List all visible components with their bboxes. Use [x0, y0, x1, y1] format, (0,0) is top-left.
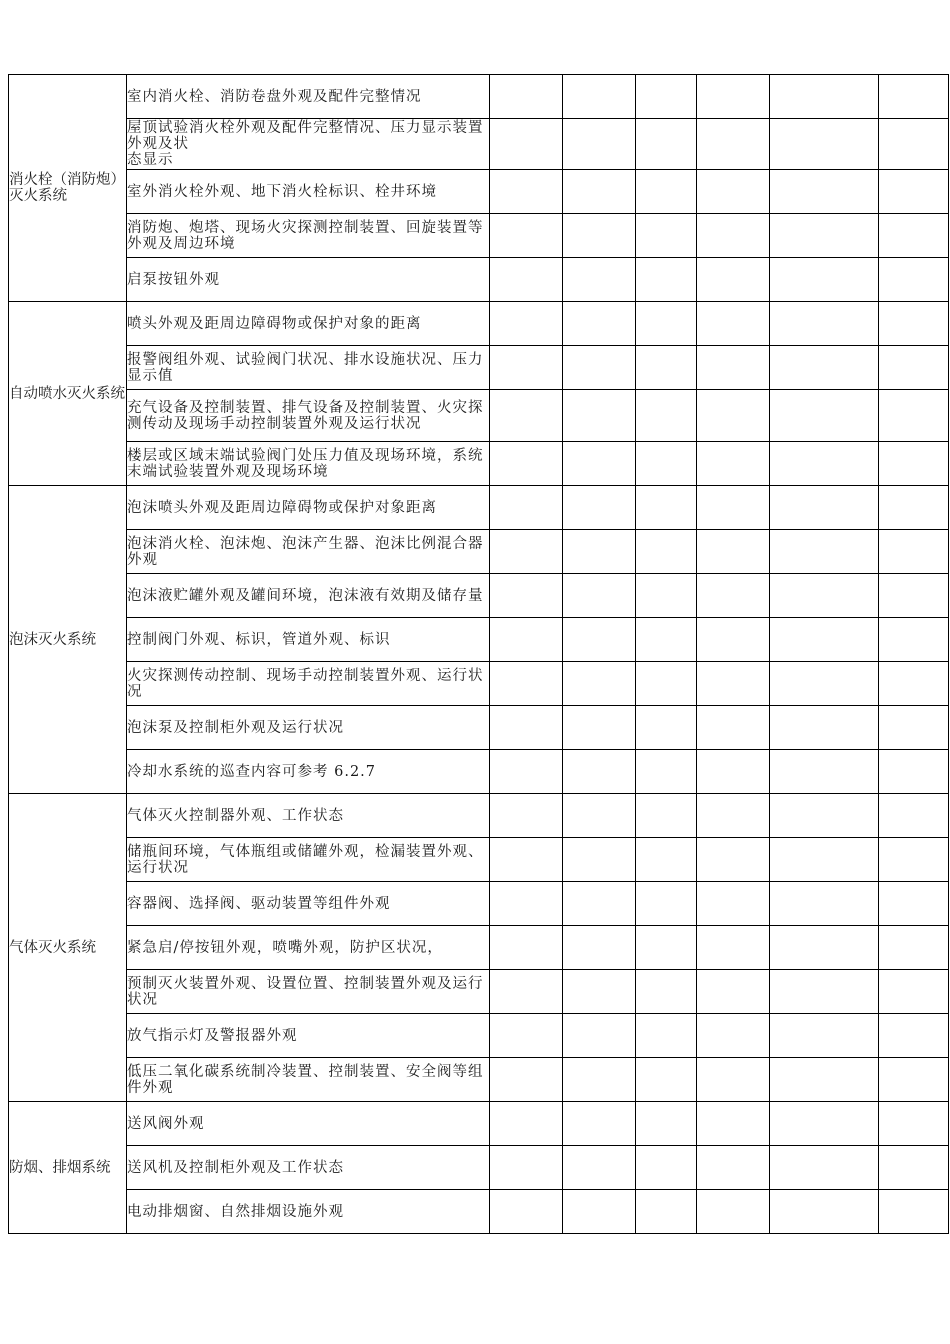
table-row	[9, 838, 949, 882]
inspection-item-cell: 泡沫消火栓、泡沫炮、泡沫产生器、泡沫比例混合器外观	[127, 530, 490, 574]
record-cell[interactable]	[770, 662, 879, 706]
record-cell[interactable]	[490, 1146, 563, 1190]
record-cell[interactable]	[490, 970, 563, 1014]
record-cell[interactable]	[490, 662, 563, 706]
record-cell[interactable]	[879, 302, 949, 346]
table-row	[9, 574, 949, 618]
record-cell[interactable]	[563, 214, 636, 258]
record-cell[interactable]	[697, 302, 770, 346]
record-cell[interactable]	[636, 119, 697, 170]
record-cell[interactable]	[697, 170, 770, 214]
record-cell[interactable]	[636, 926, 697, 970]
inspection-item-cell: 报警阀组外观、试验阀门状况、排水设施状况、压力显示值	[127, 346, 490, 390]
record-cell[interactable]	[770, 794, 879, 838]
table-row	[9, 1102, 949, 1146]
record-cell[interactable]	[563, 119, 636, 170]
inspection-item-cell: 消防炮、炮塔、现场火灾探测控制装置、回旋装置等外观及周边环境	[127, 214, 490, 258]
category-cell: 气体灭火系统	[9, 794, 127, 1102]
record-cell[interactable]	[879, 1102, 949, 1146]
record-cell[interactable]	[770, 926, 879, 970]
record-cell[interactable]	[563, 258, 636, 302]
record-cell[interactable]	[697, 214, 770, 258]
record-cell[interactable]	[770, 119, 879, 170]
record-cell[interactable]	[697, 662, 770, 706]
inspection-item-cell: 电动排烟窗、自然排烟设施外观	[127, 1190, 490, 1234]
record-cell[interactable]	[697, 1146, 770, 1190]
record-cell[interactable]	[490, 119, 563, 170]
inspection-item-cell: 火灾探测传动控制、现场手动控制装置外观、运行状况	[127, 662, 490, 706]
inspection-item-cell: 紧急启/停按钮外观，喷嘴外观，防护区状况，	[127, 926, 490, 970]
record-cell[interactable]	[563, 706, 636, 750]
record-cell[interactable]	[490, 442, 563, 486]
record-cell[interactable]	[697, 346, 770, 390]
record-cell[interactable]	[636, 486, 697, 530]
record-cell[interactable]	[697, 926, 770, 970]
record-cell[interactable]	[697, 258, 770, 302]
record-cell[interactable]	[563, 574, 636, 618]
record-cell[interactable]	[770, 1058, 879, 1102]
record-cell[interactable]	[490, 486, 563, 530]
record-cell[interactable]	[697, 750, 770, 794]
record-cell[interactable]	[636, 75, 697, 119]
record-cell[interactable]	[636, 1102, 697, 1146]
record-cell[interactable]	[563, 1102, 636, 1146]
inspection-item-cell: 冷却水系统的巡查内容可参考 6.2.7	[127, 750, 490, 794]
record-cell[interactable]	[563, 970, 636, 1014]
record-cell[interactable]	[770, 1014, 879, 1058]
inspection-item-cell: 充气设备及控制装置、排气设备及控制装置、火灾探测传动及现场手动控制装置外观及运行状况	[127, 390, 490, 442]
record-cell[interactable]	[636, 794, 697, 838]
record-cell[interactable]	[636, 662, 697, 706]
record-cell[interactable]	[697, 970, 770, 1014]
record-cell[interactable]	[770, 214, 879, 258]
record-cell[interactable]	[490, 170, 563, 214]
table-row	[9, 1014, 949, 1058]
record-cell[interactable]	[563, 75, 636, 119]
record-cell[interactable]	[563, 346, 636, 390]
record-cell[interactable]	[879, 258, 949, 302]
record-cell[interactable]	[636, 170, 697, 214]
record-cell[interactable]	[770, 838, 879, 882]
record-cell[interactable]	[563, 1014, 636, 1058]
record-cell[interactable]	[879, 390, 949, 442]
record-cell[interactable]	[879, 750, 949, 794]
table-row	[9, 258, 949, 302]
record-cell[interactable]	[490, 258, 563, 302]
record-cell[interactable]	[490, 1190, 563, 1234]
record-cell[interactable]	[879, 662, 949, 706]
record-cell[interactable]	[770, 882, 879, 926]
inspection-item-cell: 放气指示灯及警报器外观	[127, 1014, 490, 1058]
table-row	[9, 618, 949, 662]
inspection-table	[8, 74, 949, 1234]
record-cell[interactable]	[563, 618, 636, 662]
table-row	[9, 882, 949, 926]
record-cell[interactable]	[490, 1058, 563, 1102]
table-row	[9, 442, 949, 486]
record-cell[interactable]	[770, 442, 879, 486]
category-cell: 自动喷水灭火系统	[9, 302, 127, 486]
record-cell[interactable]	[879, 486, 949, 530]
table-row	[9, 706, 949, 750]
record-cell[interactable]	[697, 618, 770, 662]
table-row	[9, 214, 949, 258]
record-cell[interactable]	[636, 706, 697, 750]
record-cell[interactable]	[636, 838, 697, 882]
record-cell[interactable]	[879, 1146, 949, 1190]
record-cell[interactable]	[563, 662, 636, 706]
record-cell[interactable]	[563, 882, 636, 926]
table-row	[9, 1058, 949, 1102]
record-cell[interactable]	[879, 75, 949, 119]
table-row	[9, 75, 949, 119]
record-cell[interactable]	[636, 882, 697, 926]
table-row	[9, 530, 949, 574]
record-cell[interactable]	[563, 1058, 636, 1102]
record-cell[interactable]	[879, 530, 949, 574]
record-cell[interactable]	[770, 970, 879, 1014]
record-cell[interactable]	[636, 258, 697, 302]
record-cell[interactable]	[563, 1146, 636, 1190]
record-cell[interactable]	[879, 442, 949, 486]
record-cell[interactable]	[563, 442, 636, 486]
record-cell[interactable]	[770, 750, 879, 794]
inspection-item-cell: 泡沫喷头外观及距周边障碍物或保护对象距离	[127, 486, 490, 530]
record-cell[interactable]	[879, 882, 949, 926]
record-cell[interactable]	[636, 1014, 697, 1058]
record-cell[interactable]	[879, 794, 949, 838]
record-cell[interactable]	[636, 750, 697, 794]
inspection-item-cell: 楼层或区域末端试验阀门处压力值及现场环境，系统末端试验装置外观及现场环境	[127, 442, 490, 486]
record-cell[interactable]	[636, 574, 697, 618]
record-cell[interactable]	[563, 302, 636, 346]
record-cell[interactable]	[636, 1058, 697, 1102]
record-cell[interactable]	[490, 794, 563, 838]
record-cell[interactable]	[563, 486, 636, 530]
table-body	[9, 75, 949, 1234]
record-cell[interactable]	[770, 618, 879, 662]
inspection-item-cell: 送风阀外观	[127, 1102, 490, 1146]
table-row	[9, 750, 949, 794]
record-cell[interactable]	[697, 794, 770, 838]
record-cell[interactable]	[770, 302, 879, 346]
table-row	[9, 302, 949, 346]
record-cell[interactable]	[697, 530, 770, 574]
record-cell[interactable]	[490, 1102, 563, 1146]
inspection-item-cell: 喷头外观及距周边障碍物或保护对象的距离	[127, 302, 490, 346]
record-cell[interactable]	[490, 926, 563, 970]
record-cell[interactable]	[770, 1102, 879, 1146]
record-cell[interactable]	[490, 882, 563, 926]
record-cell[interactable]	[770, 390, 879, 442]
record-cell[interactable]	[490, 530, 563, 574]
record-cell[interactable]	[697, 390, 770, 442]
category-cell: 泡沫灭火系统	[9, 486, 127, 794]
inspection-item-cell: 泡沫泵及控制柜外观及运行状况	[127, 706, 490, 750]
record-cell[interactable]	[879, 706, 949, 750]
record-cell[interactable]	[490, 706, 563, 750]
record-cell[interactable]	[697, 1014, 770, 1058]
table-row	[9, 119, 949, 170]
inspection-item-cell: 启泵按钮外观	[127, 258, 490, 302]
record-cell[interactable]	[697, 486, 770, 530]
table-row	[9, 970, 949, 1014]
table-row	[9, 486, 949, 530]
record-cell[interactable]	[879, 1190, 949, 1234]
inspection-item-cell: 低压二氧化碳系统制冷装置、控制装置、安全阀等组件外观	[127, 1058, 490, 1102]
table-row	[9, 390, 949, 442]
inspection-item-cell: 室外消火栓外观、地下消火栓标识、栓井环境	[127, 170, 490, 214]
record-cell[interactable]	[770, 1146, 879, 1190]
record-cell[interactable]	[770, 258, 879, 302]
record-cell[interactable]	[636, 442, 697, 486]
record-cell[interactable]	[490, 838, 563, 882]
record-cell[interactable]	[636, 970, 697, 1014]
inspection-item-cell: 气体灭火控制器外观、工作状态	[127, 794, 490, 838]
inspection-item-cell: 屋顶试验消火栓外观及配件完整情况、压力显示装置外观及状 态显示	[127, 119, 490, 170]
record-cell[interactable]	[770, 486, 879, 530]
record-cell[interactable]	[563, 794, 636, 838]
record-cell[interactable]	[697, 1058, 770, 1102]
record-cell[interactable]	[770, 530, 879, 574]
record-cell[interactable]	[879, 214, 949, 258]
category-cell: 消火栓（消防炮）灭火系统	[9, 75, 127, 302]
record-cell[interactable]	[563, 1190, 636, 1234]
record-cell[interactable]	[636, 618, 697, 662]
category-cell: 防烟、排烟系统	[9, 1102, 127, 1234]
table-row	[9, 170, 949, 214]
record-cell[interactable]	[879, 170, 949, 214]
table-row	[9, 346, 949, 390]
record-cell[interactable]	[879, 618, 949, 662]
record-cell[interactable]	[697, 574, 770, 618]
record-cell[interactable]	[770, 574, 879, 618]
record-cell[interactable]	[490, 214, 563, 258]
record-cell[interactable]	[563, 390, 636, 442]
record-cell[interactable]	[490, 574, 563, 618]
record-cell[interactable]	[770, 706, 879, 750]
table-row	[9, 1190, 949, 1234]
inspection-item-cell: 控制阀门外观、标识，管道外观、标识	[127, 618, 490, 662]
record-cell[interactable]	[770, 346, 879, 390]
record-cell[interactable]	[636, 530, 697, 574]
table-row	[9, 794, 949, 838]
record-cell[interactable]	[697, 882, 770, 926]
inspection-item-cell: 泡沫液贮罐外观及罐间环境，泡沫液有效期及储存量	[127, 574, 490, 618]
table-row	[9, 926, 949, 970]
record-cell[interactable]	[490, 618, 563, 662]
record-cell[interactable]	[879, 1014, 949, 1058]
record-cell[interactable]	[697, 1102, 770, 1146]
record-cell[interactable]	[697, 119, 770, 170]
record-cell[interactable]	[636, 1146, 697, 1190]
inspection-item-cell: 容器阀、选择阀、驱动装置等组件外观	[127, 882, 490, 926]
record-cell[interactable]	[490, 750, 563, 794]
record-cell[interactable]	[770, 1190, 879, 1234]
inspection-item-cell: 储瓶间环境，气体瓶组或储罐外观，检漏装置外观、运行状况	[127, 838, 490, 882]
inspection-item-cell: 送风机及控制柜外观及工作状态	[127, 1146, 490, 1190]
record-cell[interactable]	[636, 390, 697, 442]
record-cell[interactable]	[697, 838, 770, 882]
record-cell[interactable]	[563, 838, 636, 882]
record-cell[interactable]	[563, 750, 636, 794]
record-cell[interactable]	[697, 75, 770, 119]
record-cell[interactable]	[770, 170, 879, 214]
record-cell[interactable]	[879, 346, 949, 390]
record-cell[interactable]	[879, 926, 949, 970]
table-row	[9, 1146, 949, 1190]
record-cell[interactable]	[636, 302, 697, 346]
record-cell[interactable]	[636, 214, 697, 258]
table-row	[9, 662, 949, 706]
record-cell[interactable]	[563, 530, 636, 574]
record-cell[interactable]	[490, 390, 563, 442]
record-cell[interactable]	[879, 574, 949, 618]
record-cell[interactable]	[879, 1058, 949, 1102]
record-cell[interactable]	[879, 119, 949, 170]
record-cell[interactable]	[490, 1014, 563, 1058]
record-cell[interactable]	[636, 346, 697, 390]
record-cell[interactable]	[879, 970, 949, 1014]
record-cell[interactable]	[490, 302, 563, 346]
inspection-item-cell: 预制灭火装置外观、设置位置、控制装置外观及运行状况	[127, 970, 490, 1014]
record-cell[interactable]	[770, 75, 879, 119]
inspection-item-cell: 室内消火栓、消防卷盘外观及配件完整情况	[127, 75, 490, 119]
record-cell[interactable]	[490, 346, 563, 390]
record-cell[interactable]	[563, 170, 636, 214]
record-cell[interactable]	[563, 926, 636, 970]
record-cell[interactable]	[636, 1190, 697, 1234]
record-cell[interactable]	[697, 706, 770, 750]
record-cell[interactable]	[490, 75, 563, 119]
record-cell[interactable]	[879, 838, 949, 882]
record-cell[interactable]	[697, 442, 770, 486]
record-cell[interactable]	[697, 1190, 770, 1234]
